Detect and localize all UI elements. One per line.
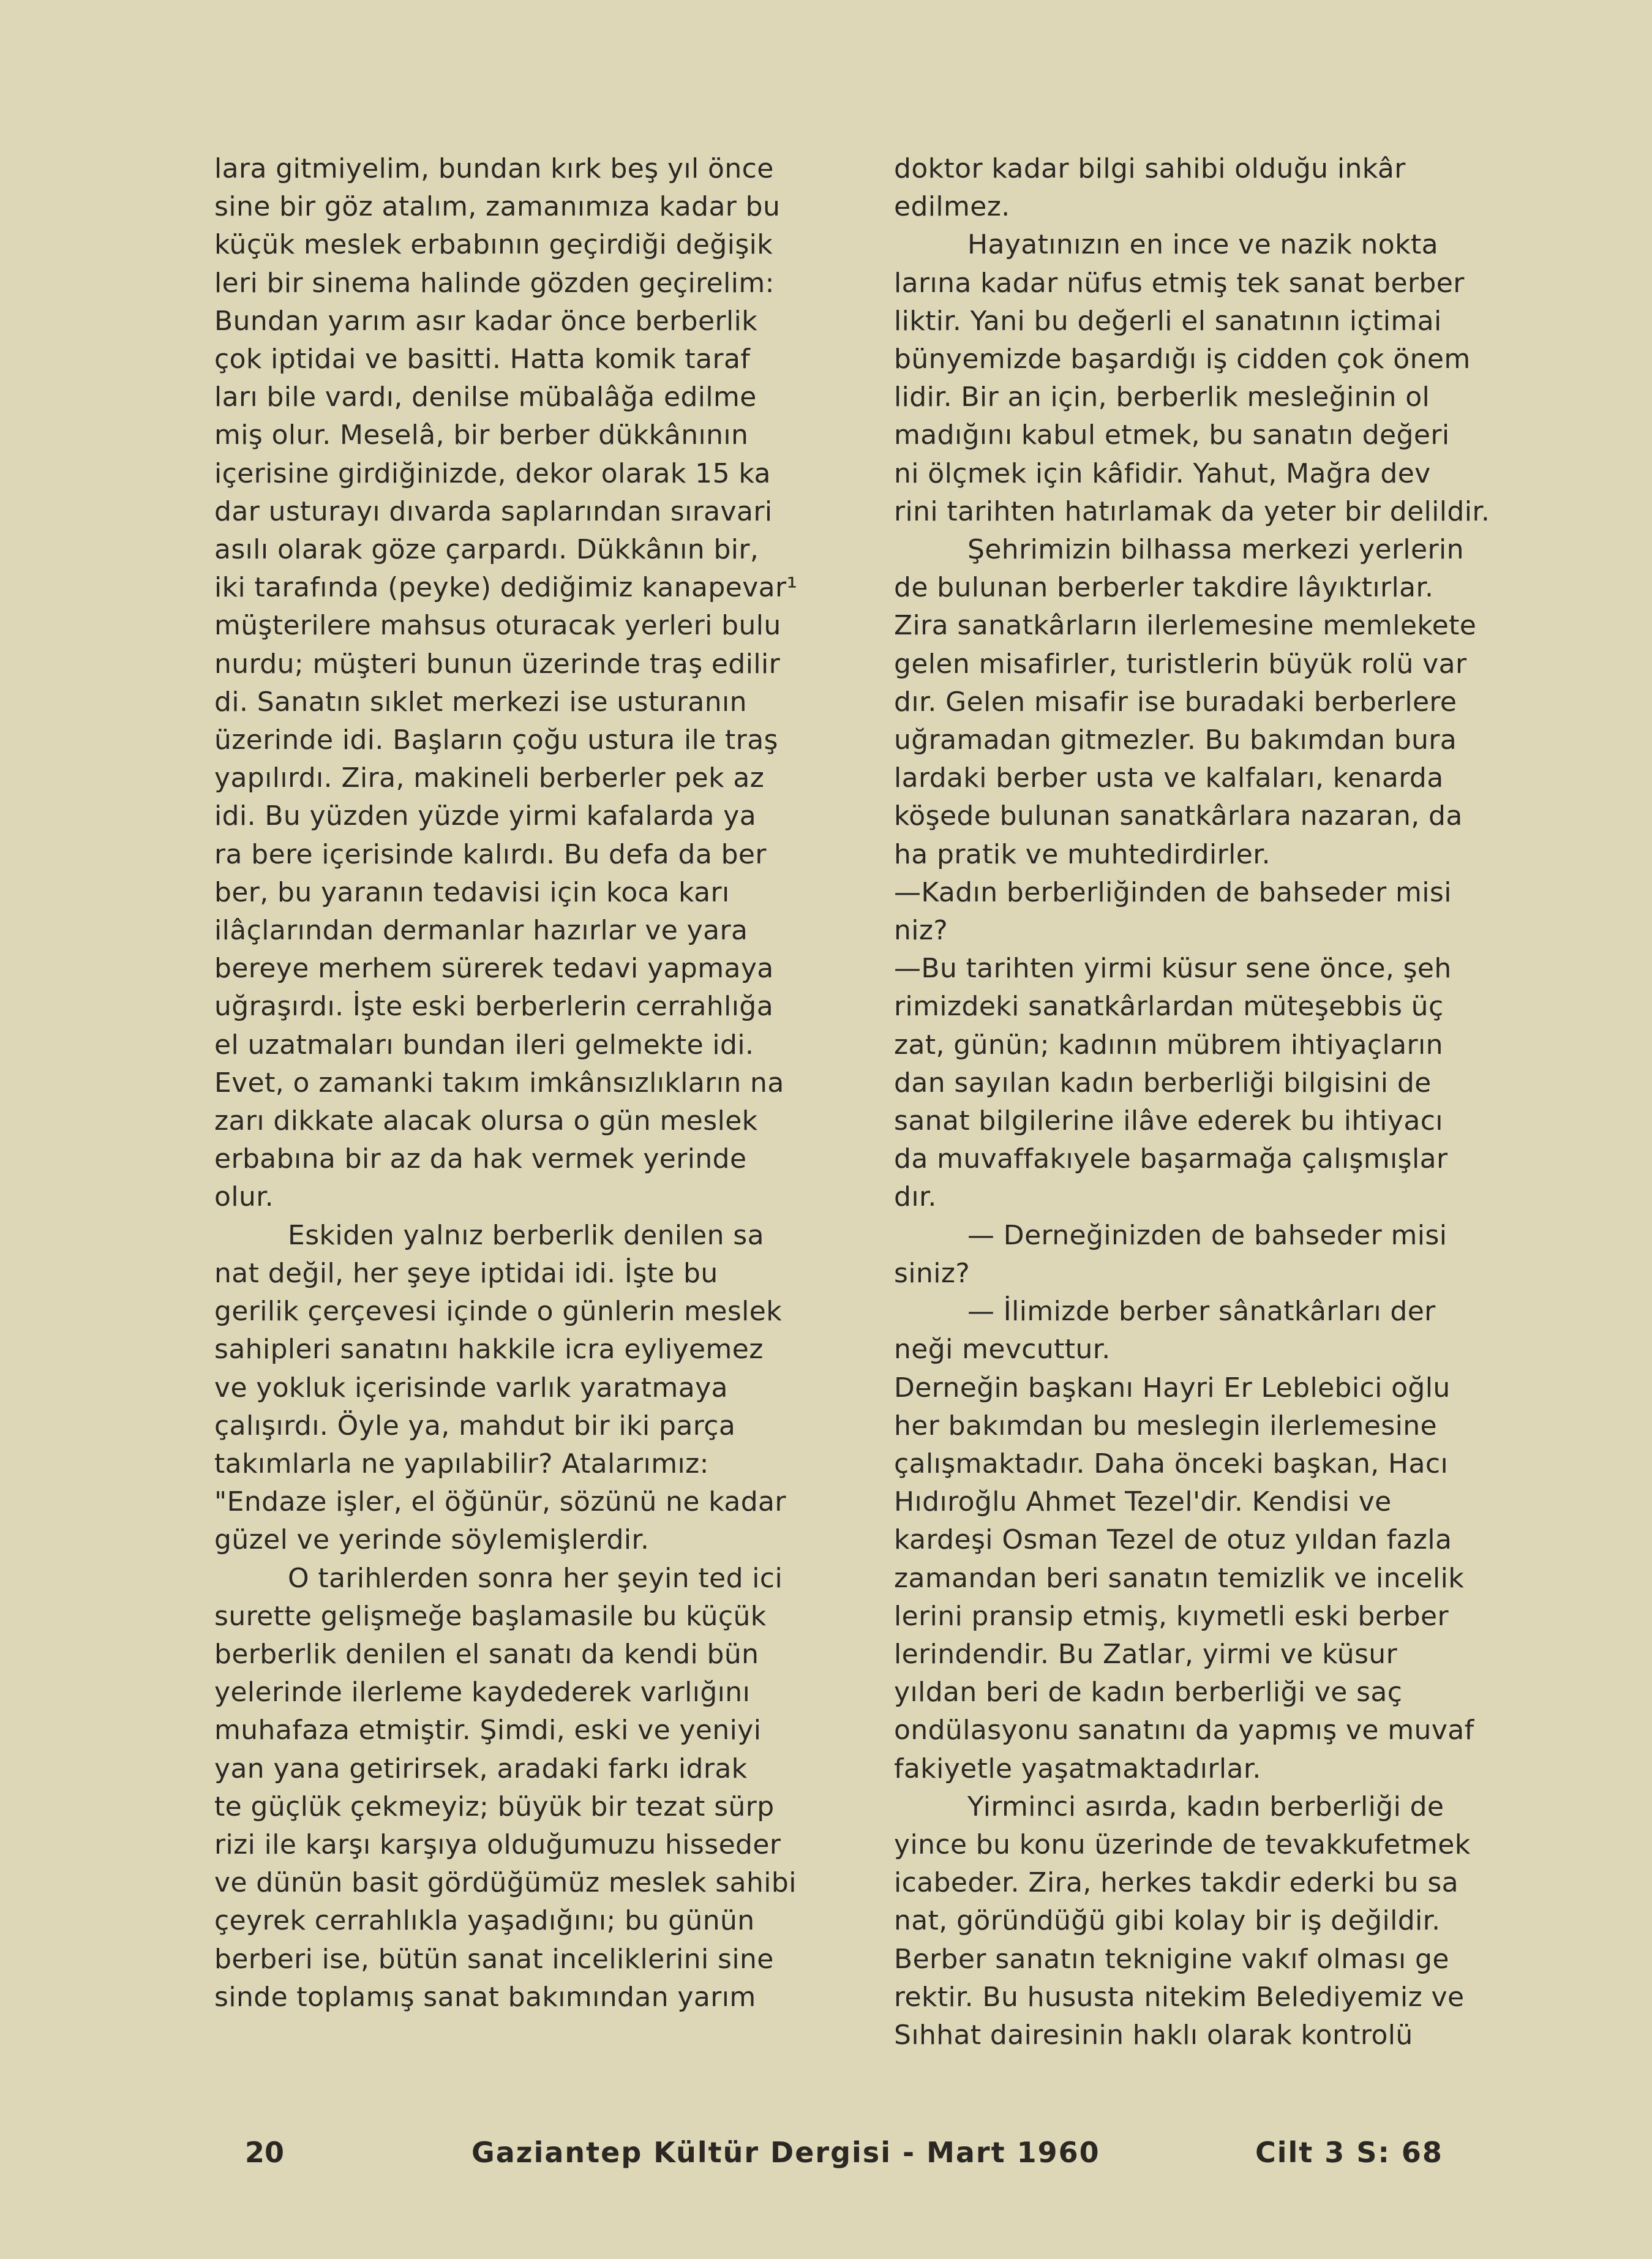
text-line: ve dünün basit gördüğümüz meslek sahibi [214, 1867, 797, 1899]
text-line: Berber sanatın teknigine vakıf olması ge [894, 1943, 1449, 1975]
text-line: ları bile vardı, denilse mübalâğa edilme [214, 382, 757, 413]
text-line: dır. Gelen misafir ise buradaki berberlere [894, 686, 1457, 718]
text-line: uğraşırdı. İşte eski berberlerin cerrahlığa [214, 991, 774, 1023]
text-line: nat, göründüğü gibi kolay bir iş değildir. [894, 1905, 1441, 1937]
text-line: zamandan beri sanatın temizlik ve incelik [894, 1562, 1465, 1594]
text-line: köşede bulunan sanatkârlara nazaran, da [894, 800, 1463, 832]
text-line: Yirminci asırda, kadın berberliği de [967, 1791, 1444, 1822]
volume-issue: Cilt 3 S: 68 [1255, 2136, 1443, 2169]
text-line: rizi ile karşı karşıya olduğumuzu hisseder [214, 1829, 781, 1860]
text-line: leri bir sinema halinde gözden geçirelim: [214, 267, 775, 299]
text-line: üzerinde idi. Başların çoğu ustura ile traş [214, 724, 778, 756]
text-line: O tarihlerden sonra her şeyin ted ici [288, 1562, 783, 1594]
text-line: — Derneğinizden de bahseder misi [967, 1219, 1447, 1251]
text-line: bereye merhem sürerek tedavi yapmaya [214, 953, 774, 985]
text-line: ha pratik ve muhtedirdirler. [894, 838, 1271, 870]
text-line: Derneğin başkanı Hayri Er Leblebici oğlu [894, 1372, 1451, 1404]
text-line: Sıhhat dairesinin haklı olarak kontrolü [894, 2019, 1413, 2051]
text-line: de bulunan berberler takdire lâyıktırlar. [894, 572, 1434, 604]
text-line: sine bir göz atalım, zamanımıza kadar bu [214, 191, 781, 223]
text-line: sahipleri sanatını hakkile icra eyliyemez [214, 1334, 764, 1366]
page-footer [0, 2136, 1652, 2179]
text-line: gelen misafirler, turistlerin büyük rolü var [894, 648, 1467, 680]
text-line: dar usturayı dıvarda saplarından sıravari [214, 495, 773, 527]
text-line: lardaki berber usta ve kalfaları, kenarda [894, 762, 1444, 794]
text-line: idi. Bu yüzden yüzde yirmi kafalarda ya [214, 800, 757, 832]
text-line: icabeder. Zira, herkes takdir ederki bu sa [894, 1867, 1459, 1899]
text-line: madığını kabul etmek, bu sanatın değeri [894, 419, 1450, 451]
text-line: rektir. Bu hususta nitekim Belediyemiz ve [894, 1981, 1465, 2013]
text-line: Şehrimizin bilhassa merkezi yerlerin [967, 534, 1464, 566]
text-line: surette gelişmeğe başlamasile bu küçük [214, 1600, 767, 1632]
text-line: kardeşi Osman Tezel de otuz yıldan fazla [894, 1524, 1452, 1556]
text-line: Eskiden yalnız berberlik denilen sa [288, 1219, 764, 1251]
text-line: içerisine girdiğinizde, dekor olarak 15 ka [214, 457, 771, 489]
text-line: çok iptidai ve basitti. Hatta komik taraf [214, 344, 751, 375]
text-line: ilâçlarından dermanlar hazırlar ve yara [214, 915, 748, 947]
text-line: olur. [214, 1181, 274, 1213]
text-line: ra bere içerisinde kalırdı. Bu defa da ber [214, 838, 767, 870]
text-line: da muvaffakıyele başarmağa çalışmışlar [894, 1143, 1448, 1175]
text-line: asılı olarak göze çarpardı. Dükkânın bir, [214, 534, 759, 566]
text-line: lerindendir. Bu Zatlar, yirmi ve küsur [894, 1638, 1398, 1670]
left-text-column [214, 150, 873, 2017]
text-line: erbabına bir az da hak vermek yerinde [214, 1143, 747, 1175]
page-number: 20 [245, 2136, 285, 2169]
text-line: rini tarihten hatırlamak da yeter bir delildir. [894, 495, 1490, 527]
text-line: lerini pransip etmiş, kıymetli eski berber [894, 1600, 1449, 1632]
text-line: Evet, o zamanki takım imkânsızlıkların na [214, 1067, 784, 1099]
text-line: berberlik denilen el sanatı da kendi bün [214, 1638, 759, 1670]
text-line: zat, günün; kadının mübrem ihtiyaçların [894, 1029, 1443, 1061]
text-line: fakiyetle yaşatmaktadırlar. [894, 1753, 1261, 1784]
text-line: Hıdıroğlu Ahmet Tezel'dir. Kendisi ve [894, 1486, 1392, 1518]
right-text-column [894, 150, 1537, 2054]
text-line: dır. [894, 1181, 937, 1213]
text-line: takımlarla ne yapılabilir? Atalarımız: [214, 1448, 709, 1479]
text-line: el uzatmaları bundan ileri gelmekte idi. [214, 1029, 754, 1061]
text-line: Hayatınızın en ince ve nazik nokta [967, 229, 1438, 261]
text-line: rimizdeki sanatkârlardan müteşebbis üç [894, 991, 1444, 1023]
text-line: güzel ve yerinde söylemişlerdir. [214, 1524, 650, 1556]
text-line: yan yana getirirsek, aradaki farkı idrak [214, 1753, 748, 1784]
text-line: çalışmaktadır. Daha önceki başkan, Hacı [894, 1448, 1449, 1479]
journal-title: Gaziantep Kültür Dergisi - Mart 1960 [471, 2136, 1100, 2169]
text-line: larına kadar nüfus etmiş tek sanat berber [894, 267, 1465, 299]
text-line: edilmez. [894, 191, 1010, 223]
text-line: bünyemizde başardığı iş cidden çok önem [894, 344, 1471, 375]
text-line: —Kadın berberliğinden de bahseder misi [894, 876, 1452, 908]
text-line: gerilik çerçevesi içinde o günlerin meslek [214, 1296, 783, 1328]
text-line: müşterilere mahsus oturacak yerleri bulu [214, 610, 781, 642]
text-line: nat değil, her şeye iptidai idi. İşte bu [214, 1257, 718, 1289]
text-line: uğramadan gitmezler. Bu bakımdan bura [894, 724, 1457, 756]
text-line: liktir. Yani bu değerli el sanatının içtimai [894, 305, 1442, 337]
text-line: di. Sanatın sıklet merkezi ise usturanın [214, 686, 747, 718]
text-line: siniz? [894, 1257, 971, 1289]
text-line: berberi ise, bütün sanat inceliklerini sine [214, 1943, 774, 1975]
text-line: sinde toplamış sanat bakımından yarım [214, 1981, 756, 2013]
text-line: ondülasyonu sanatını da yapmış ve muvaf [894, 1715, 1474, 1746]
text-line: miş olur. Meselâ, bir berber dükkânının [214, 419, 749, 451]
text-line: çalışırdı. Öyle ya, mahdut bir iki parça [214, 1410, 736, 1441]
text-line: küçük meslek erbabının geçirdiği değişik [214, 229, 773, 261]
text-line: ber, bu yaranın tedavisi için koca karı [214, 876, 730, 908]
text-line: ni ölçmek için kâfidir. Yahut, Mağra dev [894, 457, 1431, 489]
text-line: lidir. Bir an için, berberlik mesleğinin ol [894, 382, 1430, 413]
text-line: sanat bilgilerine ilâve ederek bu ihtiyacı [894, 1105, 1443, 1137]
text-line: ve yokluk içerisinde varlık yaratmaya [214, 1372, 728, 1404]
text-line: neği mevcuttur. [894, 1334, 1111, 1366]
text-line: — İlimizde berber sânatkârları der [967, 1296, 1436, 1328]
text-line: —Bu tarihten yirmi küsur sene önce, şeh [894, 953, 1452, 985]
text-line: niz? [894, 915, 948, 947]
text-line: Zira sanatkârların ilerlemesine memlekete [894, 610, 1477, 642]
text-line: yince bu konu üzerinde de tevakkufetmek [894, 1829, 1471, 1860]
text-line: iki tarafında (peyke) dediğimiz kanapevar¹ [214, 572, 798, 604]
text-line: "Endaze işler, el öğünür, sözünü ne kadar [214, 1486, 786, 1518]
text-line: doktor kadar bilgi sahibi olduğu inkâr [894, 153, 1406, 184]
text-line: te güçlük çekmeyiz; büyük bir tezat sürp [214, 1791, 775, 1822]
text-line: muhafaza etmiştir. Şimdi, eski ve yeniyi [214, 1715, 762, 1746]
text-line: zarı dikkate alacak olursa o gün meslek [214, 1105, 758, 1137]
text-line: Bundan yarım asır kadar önce berberlik [214, 305, 758, 337]
text-line: yapılırdı. Zira, makineli berberler pek az [214, 762, 765, 794]
text-line: yıldan beri de kadın berberliği ve saç [894, 1677, 1403, 1708]
text-line: dan sayılan kadın berberliği bilgisini de [894, 1067, 1432, 1099]
text-line: her bakımdan bu meslegin ilerlemesine [894, 1410, 1437, 1441]
text-line: lara gitmiyelim, bundan kırk beş yıl önce [214, 153, 774, 184]
text-line: yelerinde ilerleme kaydederek varlığını [214, 1677, 751, 1708]
text-line: nurdu; müşteri bunun üzerinde traş edilir [214, 648, 781, 680]
text-line: çeyrek cerrahlıkla yaşadığını; bu günün [214, 1905, 755, 1937]
